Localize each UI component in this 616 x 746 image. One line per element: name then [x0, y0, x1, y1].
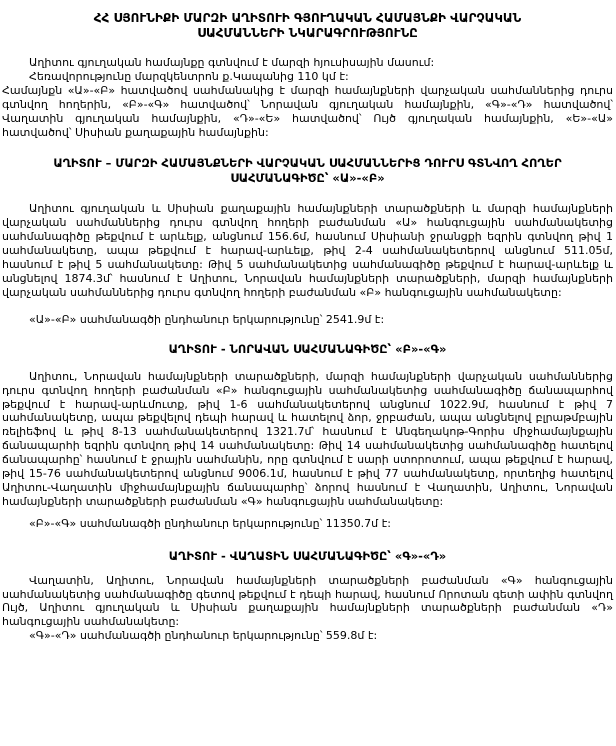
section-body-ab: Աղիտու գյուղական և Սիսիան քաղաքային համայնքների տարածքների և մարզի համայնքների վարչական սահմաններից դուրս գտնվող հողերի բաժանման «Ա» հանգուցային սահմանակետից սահմանագիծը թեքվում է արևելք, անցնում 156.6մ, հասնում Սիսիանի ջրանցքի եզրին գտնվող թիվ 1 սահմանակետը, ապա թեքվում է հարավ-արևելք, թիվ 2-4 սահմանակետերով անցնում 511.05մ, հասնում է թիվ 5 սահմանակետը: Թիվ 5 սահմանակետից սահմանագիծը թեքվում է հարավ-արևելք և անցնելով 1874.3մ՝ հասնում է Աղիտու, Նորավան համայնքների տարածքների, մարզի համայնքների վարչական սահմաններից դուրս գտնվող հողերի բաժանման «Բ» հանգուցային սահմանակետը: [2, 202, 613, 299]
section-total-bg: «Բ»-«Գ» սահմանագծի ընդհանուր երկարությունը՝ 11350.7մ է: [29, 516, 392, 530]
document-title [2, 8, 613, 41]
section-body-bg: Աղիտու, Նորավան համայնքների տարածքների, մարզի համայնքների վարչական սահմաններից դուրս գտնվող հողերի բաժանման «Բ» հանգուցային սահմանակետից սահմանագիծը ճանապարհով թեքվում է հարավ-արևմուտք, թիվ 1-6 սահմանակետերով անցնում 1022.9մ, հասնում է թիվ 7 սահմանակետը, ապա թեքվելով դեպի հարավ և հատելով ձոր, ջրբաժան, ապա անցնելով բլրաթմբային ռելիեֆով և թիվ 8-13 սահմանակետերով 1321.7մ՝ հասնում է Անգեղակոթ-Գորիս միջհամայնքային ճանապարհի եզրին գտնվող թիվ 14 սահմանակետը: Թիվ 14 սահմանակետից սահմանագիծը հատելով ճանապարհը՝ հասնում է ջրային սահմանին, որը գտնվում է սարի ստորոտում, ապա թեքվում է հարավ, թիվ 15-76 սահմանակետերով անցնում 9006.1մ, հասնում է թիվ 77 սահմանակետը, որտեղից հատելով Աղիտու-Վաղատին միջհամայնքային ճանապարհը՝ ձորով հասնում է Վաղատին, Աղիտու, Նորավան համայնքների տարածքների բաժանման «Գ» հանգուցային սահմանակետը: [2, 369, 613, 508]
section-heading-bg [2, 342, 613, 357]
section-heading-gd-line-1: ԱՂԻՏՈՒ - ՎԱՂԱՏԻՆ ՍԱՀՄԱՆԱԳԻԾԸ՝ «Գ»-«Դ» [168, 548, 447, 563]
section-total-ab: «Ա»-«Բ» սահմանագծի ընդհանուր երկարությունը՝ 2541.9մ է: [29, 312, 385, 326]
paragraph-distance: Հեռավորությունը մարզկենտրոն ք.Կապանից 110 կմ է: [29, 69, 349, 83]
section-heading-ab-line-1: ԱՂԻՏՈՒ – ՄԱՐԶԻ ՀԱՄԱՅՆՔՆԵՐԻ ՎԱՐՉԱԿԱՆ ՍԱՀՄԱՆՆԵՐԻՑ ԴՈՒՐՍ ԳՏՆՎՈՂ ՀՈՂԵՐ [53, 156, 562, 171]
document-title-line-1: ՀՀ ՍՅՈՒՆԻՔԻ ՄԱՐԶԻ ԱՂԻՏՈՒԻ ԳՅՈՒՂԱԿԱՆ ՀԱՄԱՅՆՔԻ ՎԱՐՉԱԿԱՆ [93, 11, 522, 25]
section-total-gd: «Գ»-«Դ» սահմանագծի ընդհանուր երկարությունը՝ 559.8մ է: [29, 629, 378, 643]
paragraph-location: Աղիտու գյուղական համայնքը գտնվում է մարզի հյուսիսային մասում: [29, 56, 435, 69]
section-heading-ab [2, 156, 613, 186]
paragraph-adjacency: Համայնքն «Ա»-«Բ» հատվածով սահմանակից է մարզի համայնքների վարչական սահմաններից դուրս գտնվող հողերին, «Բ»-«Գ» հատվածով՝ Նորավան գյուղական համայնքին, «Գ»-«Դ» հատվածով՝ Վաղատին գյուղական համայնքին, «Դ»-«Ե» հատվածով՝ Ույծ գյուղական համայնքին, «Ե»-«Ա» հատվածով՝ Սիսիան քաղաքային համայնքին: [2, 83, 613, 139]
section-heading-ab-line-2: ՍԱՀՄԱՆԱԳԻԾԸ՝ «Ա»-«Բ» [230, 171, 385, 186]
section-heading-gd [2, 549, 613, 564]
section-body-gd: Վաղատին, Աղիտու, Նորավան համայնքների տարածքների բաժանման «Գ» հանգուցային սահմանակետից սահմանագիծը գետով թեքվում է դեպի հարավ, հասնում Որոտան գետի ափին գտնվող Ույծ, Աղիտու գյուղական և Սիսիան քաղաքային համայնքների տարածքների բաժանման «Դ» հանգուցային սահմանակետը: [2, 573, 613, 629]
document-title-line-2: ՍԱՀՄԱՆՆԵՐԻ ՆԿԱՐԱԳՐՈՒԹՅՈՒՆԸ [197, 26, 418, 40]
section-heading-bg-line-1: ԱՂԻՏՈՒ - ՆՈՐԱՎԱՆ ՍԱՀՄԱՆԱԳԻԾԸ՝ «Բ»-«Գ» [168, 341, 447, 356]
